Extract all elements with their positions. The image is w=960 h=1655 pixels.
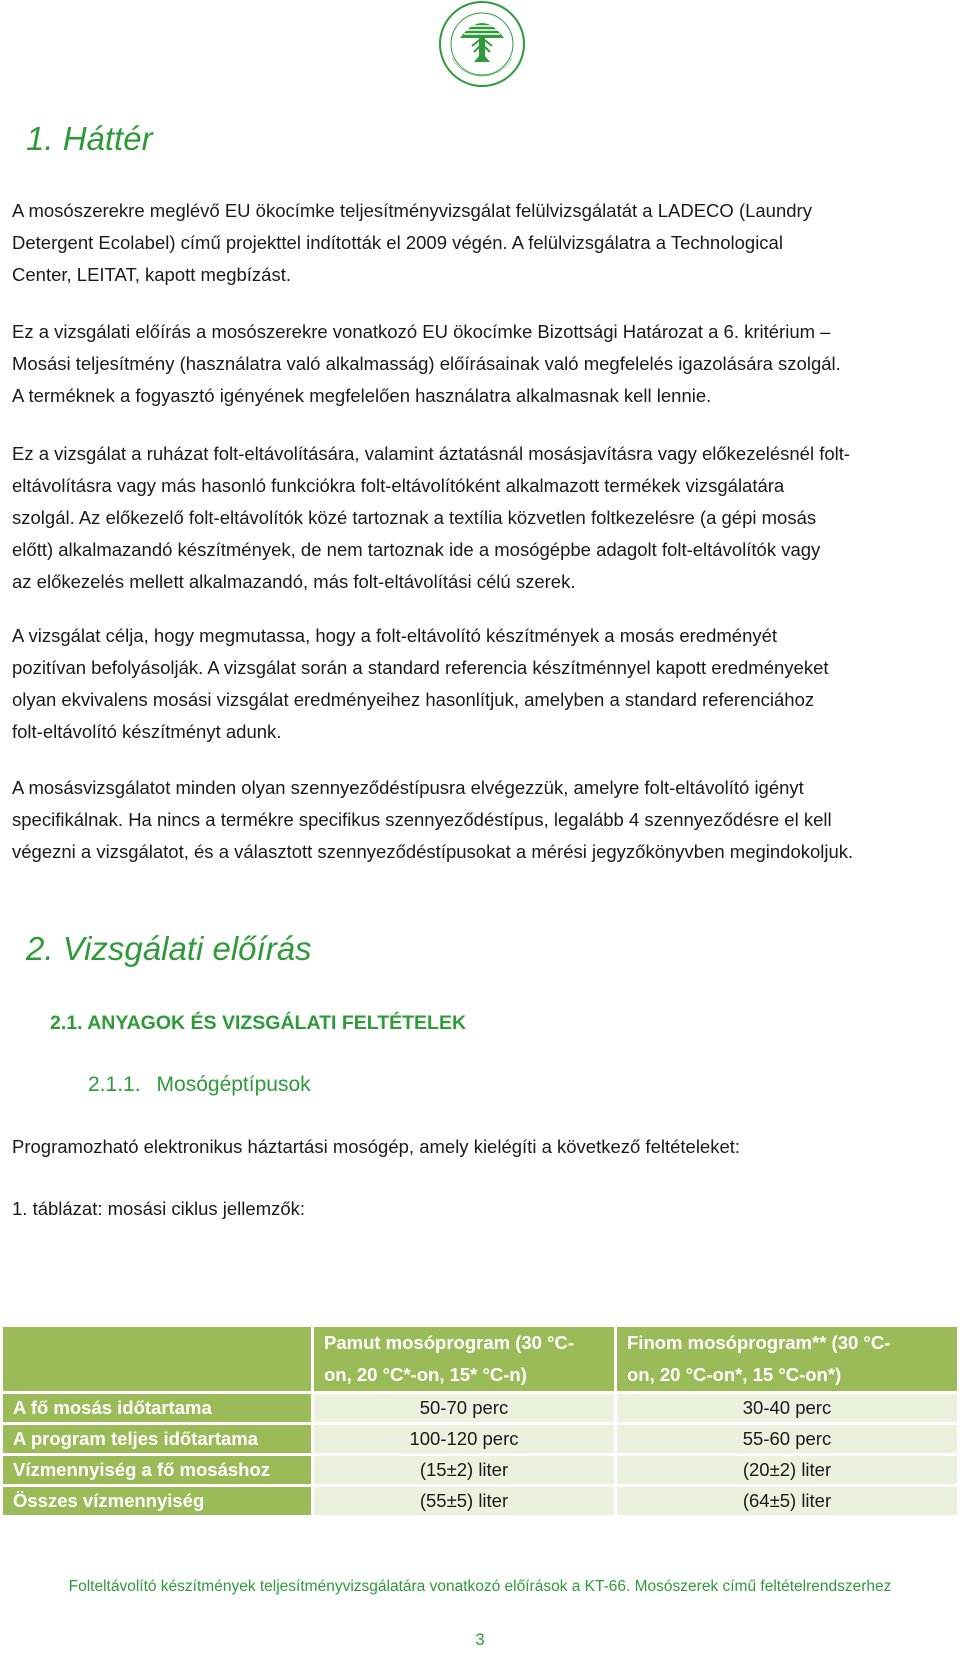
subsection-title: Mosógéptípusok — [156, 1073, 311, 1096]
text-line: A terméknek a fogyasztó igényének megfelelően használatra alkalmasnak kell lennie. — [12, 385, 712, 406]
row-label: Összes vízmennyiség — [2, 1486, 313, 1517]
table-cell: 50-70 perc — [313, 1393, 616, 1424]
header-cotton-program: Pamut mosóprogram (30 °C- on, 20 °C*-on, 15* °C-n) — [313, 1326, 616, 1393]
paragraph-1 — [12, 195, 954, 291]
header-delicate-program: Finom mosóprogram** (30 °C- on, 20 °C-on*, 15 °C-on*) — [616, 1326, 959, 1393]
page-number: 3 — [475, 1630, 485, 1649]
table-cell: (15±2) liter — [313, 1455, 616, 1486]
paragraph-5 — [12, 772, 954, 868]
table-cell: (20±2) liter — [616, 1455, 959, 1486]
paragraph-4 — [12, 620, 954, 748]
subsection-number: 2.1.1. — [88, 1073, 141, 1096]
table-header-row — [2, 1326, 959, 1393]
subsection-2-1-heading: 2.1. ANYAGOK ÉS VIZSGÁLATI FELTÉTELEK — [50, 1012, 467, 1034]
table-caption: 1. táblázat: mosási ciklus jellemzők: — [12, 1198, 306, 1219]
row-label: A program teljes időtartama — [2, 1424, 313, 1455]
table-cell: (55±5) liter — [313, 1486, 616, 1517]
text-line: Mosási teljesítmény (használatra való alkalmasság) előírásainak való megfelelés igazolására szolgál. — [12, 353, 841, 374]
text-line: A mosásvizsgálatot minden olyan szennyeződéstípusra elvégezzük, amelyre folt-eltávolító igényt — [12, 777, 804, 798]
row-label: A fő mosás időtartama — [2, 1393, 313, 1424]
header-empty-cell — [2, 1326, 313, 1393]
text-line: szolgál. Az előkezelő folt-eltávolítók közé tartoznak a textília közvetlen foltkezelésre (a gépi mosás — [12, 507, 817, 528]
wash-cycle-table — [0, 1324, 960, 1518]
table-row — [2, 1424, 959, 1455]
text-line: Detergent Ecolabel) című projekttel indították el 2009 végén. A felülvizsgálatra a Technological — [12, 232, 783, 253]
text-line: az előkezelés mellett alkalmazandó, más folt-eltávolítási célú szerek. — [12, 571, 576, 592]
table-cell: 100-120 perc — [313, 1424, 616, 1455]
paragraph-3 — [12, 438, 954, 598]
text-line: Center, LEITAT, kapott megbízást. — [12, 264, 291, 285]
text-line: előtt) alkalmazandó készítmények, de nem tartoznak ide a mosógépbe adagolt folt-eltávolítók vagy — [12, 539, 821, 560]
text-line: végezni a vizsgálatot, és a választott szennyeződéstípusokat a mérési jegyzőkönyvben megindokoljuk. — [12, 841, 854, 862]
table-cell: 30-40 perc — [616, 1393, 959, 1424]
table-cell: 55-60 perc — [616, 1424, 959, 1455]
text-line: folt-eltávolító készítményt adunk. — [12, 721, 282, 742]
section-2-heading: 2. Vizsgálati előírás — [26, 930, 312, 967]
intro-text: Programozható elektronikus háztartási mosógép, amely kielégíti a következő feltételeket: — [12, 1136, 741, 1157]
table-row — [2, 1393, 959, 1424]
paragraph-2 — [12, 316, 954, 412]
table-row — [2, 1455, 959, 1486]
text-line: eltávolításra vagy más hasonló funkciókra folt-eltávolítóként alkalmazott termékek vizsgálatára — [12, 475, 785, 496]
row-label: Vízmennyiség a fő mosáshoz — [2, 1455, 313, 1486]
text-line: Ez a vizsgálat a ruházat folt-eltávolítására, valamint áztatásnál mosásjavításra vagy előkezelésnél folt- — [12, 443, 851, 464]
text-line: pozitívan befolyásolják. A vizsgálat során a standard referencia készítménnyel kapott eredményeket — [12, 657, 829, 678]
page-footer: Folteltávolító készítmények teljesítményvizsgálatára vonatkozó előírások a KT-66. Mosószerek című feltételrendszerhez — [68, 1578, 892, 1595]
text-line: Ez a vizsgálati előírás a mosószerekre vonatkozó EU ökocímke Bizottsági Határozat a 6. kritérium – — [12, 321, 831, 342]
table-cell: (64±5) liter — [616, 1486, 959, 1517]
eco-label-logo — [438, 0, 526, 88]
text-line: A vizsgálat célja, hogy megmutassa, hogy a folt-eltávolító készítmények a mosás eredményét — [12, 625, 778, 646]
text-line: specifikálnak. Ha nincs a termékre specifikus szennyeződéstípus, legalább 4 szennyeződésre el kell — [12, 809, 832, 830]
text-line: olyan ekvivalens mosási vizsgálat eredményeihez hasonlítjuk, amelyben a standard referenciához — [12, 689, 815, 710]
table-row — [2, 1486, 959, 1517]
subsection-2-1-1-heading — [88, 1073, 311, 1097]
text-line: A mosószerekre meglévő EU ökocímke teljesítményvizsgálat felülvizsgálatát a LADECO (Laundry — [12, 200, 812, 221]
section-1-heading: 1. Háttér — [26, 120, 153, 157]
